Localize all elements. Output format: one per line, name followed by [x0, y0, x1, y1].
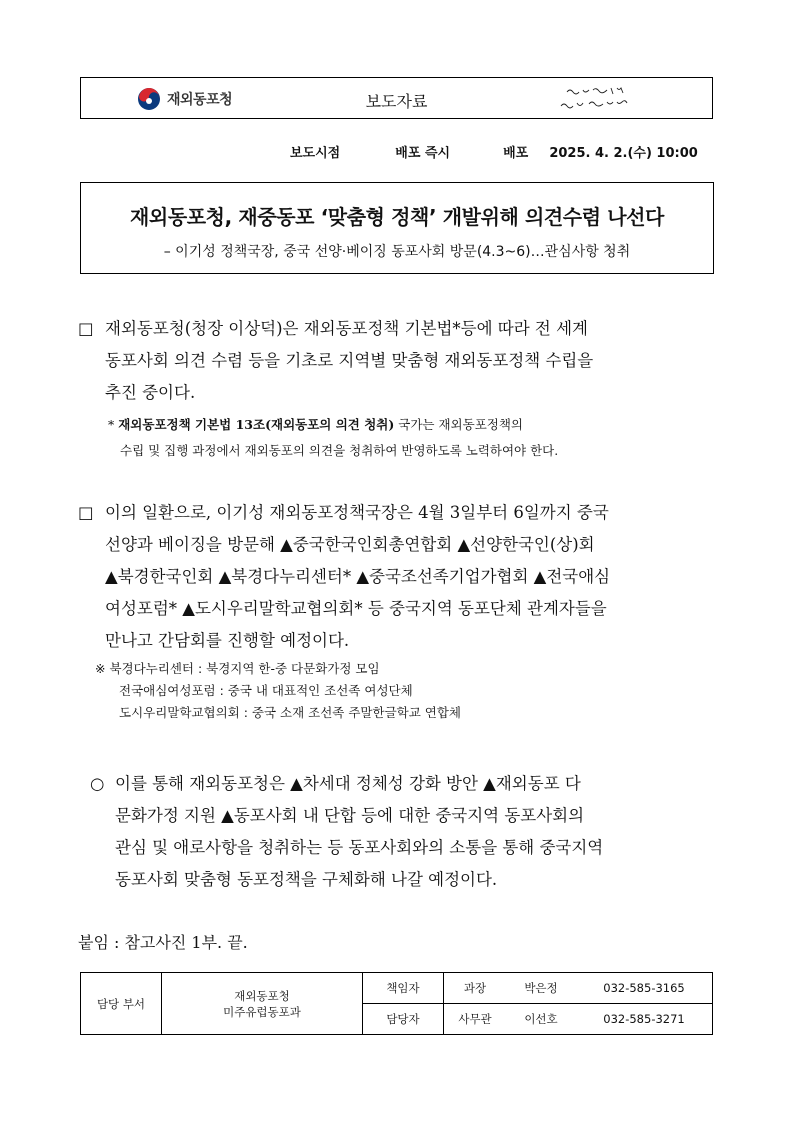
department-agency: 재외동포청 — [234, 988, 290, 1003]
paragraph-1 — [78, 313, 718, 409]
department-name — [162, 973, 363, 1035]
release-timing: 배포 즉시 — [395, 146, 451, 161]
footnote-text: 수립 및 집행 과정에서 재외동포의 의견을 청취하여 반영하도록 노력하여야 한다. — [120, 443, 559, 458]
paragraph-line: ▲북경한국인회 ▲북경다누리센터* ▲중국조선족기업가협회 ▲전국애심 — [105, 567, 611, 586]
footnote-line: 도시우리말학교협의회 : 중국 소재 조선족 주말한글학교 연합체 — [119, 705, 462, 720]
footnote-2 — [95, 658, 461, 724]
attachment-note: 붙임 : 참고사진 1부. 끝. — [78, 933, 248, 952]
checkbox-bullet: □ — [78, 319, 94, 338]
press-release-header — [80, 77, 713, 119]
footnote-1 — [108, 412, 558, 464]
department-division: 미주유럽동포과 — [223, 1004, 301, 1019]
release-info — [290, 142, 698, 161]
paragraph-line: 문화가정 지원 ▲동포사회 내 단합 등에 대한 중국지역 동포사회의 — [115, 806, 585, 825]
paragraph-line: 동포사회 맞춤형 동포정책을 구체화해 나갈 예정이다. — [115, 870, 498, 889]
release-label: 보도시점 — [290, 146, 341, 161]
circle-bullet: ○ — [90, 774, 105, 793]
paragraph-line: 만나고 간담회를 진행할 예정이다. — [105, 631, 350, 650]
contact-role: 담당자 — [363, 1004, 444, 1035]
footnote-line: ※ 북경다누리센터 : 북경지역 한-중 다문화가정 모임 — [95, 661, 380, 676]
contact-table — [80, 972, 713, 1035]
paragraph-line: 동포사회 의견 수렴 등을 기초로 지역별 맞춤형 재외동포정책 수립을 — [105, 351, 594, 370]
department-label: 담당 부서 — [81, 973, 162, 1035]
distribution-label: 배포 — [503, 146, 529, 161]
contact-name: 이선호 — [506, 1004, 576, 1035]
paragraph-line: 이를 통해 재외동포청은 ▲차세대 정체성 강화 방안 ▲재외동포 다 — [115, 774, 581, 793]
contact-phone: 032-585-3271 — [576, 1004, 713, 1035]
paragraph-line: 여성포럼* ▲도시우리말학교협의회* 등 중국지역 동포단체 관계자들을 — [105, 599, 607, 618]
document-type: 보도자료 — [365, 92, 428, 111]
footnote-text: 국가는 재외동포정책의 — [394, 417, 523, 432]
paragraph-3 — [90, 768, 720, 896]
distribution-datetime: 2025. 4. 2.(수) 10:00 — [549, 146, 698, 161]
paragraph-2 — [78, 497, 718, 657]
checkbox-bullet: □ — [78, 503, 94, 522]
contact-title: 과장 — [444, 973, 507, 1004]
footnote-star: * — [108, 417, 115, 432]
contact-role: 책임자 — [363, 973, 444, 1004]
agency-name: 재외동포청 — [167, 92, 233, 108]
sub-title: – 이기성 정책국장, 중국 선양·베이징 동포사회 방문(4.3~6)…관심사항 청취 — [163, 244, 631, 260]
paragraph-line: 관심 및 애로사항을 청취하는 등 동포사회와의 소통을 통해 중국지역 — [115, 838, 604, 857]
main-title: 재외동포청, 재중동포 ‘맞춤형 정책’ 개발위해 의견수렴 나선다 — [130, 205, 664, 229]
contact-phone: 032-585-3165 — [576, 973, 713, 1004]
title-box — [80, 182, 714, 274]
footnote-line: 전국애심여성포럼 : 중국 내 대표적인 조선족 여성단체 — [119, 683, 413, 698]
handwritten-slogan — [557, 82, 667, 114]
paragraph-line: 재외동포청(청장 이상덕)은 재외동포정책 기본법*등에 따라 전 세계 — [105, 319, 588, 338]
footnote-law-reference: 재외동포정책 기본법 13조(재외동포의 의견 청취) — [118, 417, 395, 432]
paragraph-line: 선양과 베이징을 방문해 ▲중국한국인회총연합회 ▲선양한국인(상)회 — [105, 535, 595, 554]
contact-name: 박은정 — [506, 973, 576, 1004]
paragraph-line: 이의 일환으로, 이기성 재외동포정책국장은 4월 3일부터 6일까지 중국 — [105, 503, 609, 522]
contact-title: 사무관 — [444, 1004, 507, 1035]
paragraph-line: 추진 중이다. — [105, 383, 196, 402]
table-row — [81, 973, 713, 1004]
